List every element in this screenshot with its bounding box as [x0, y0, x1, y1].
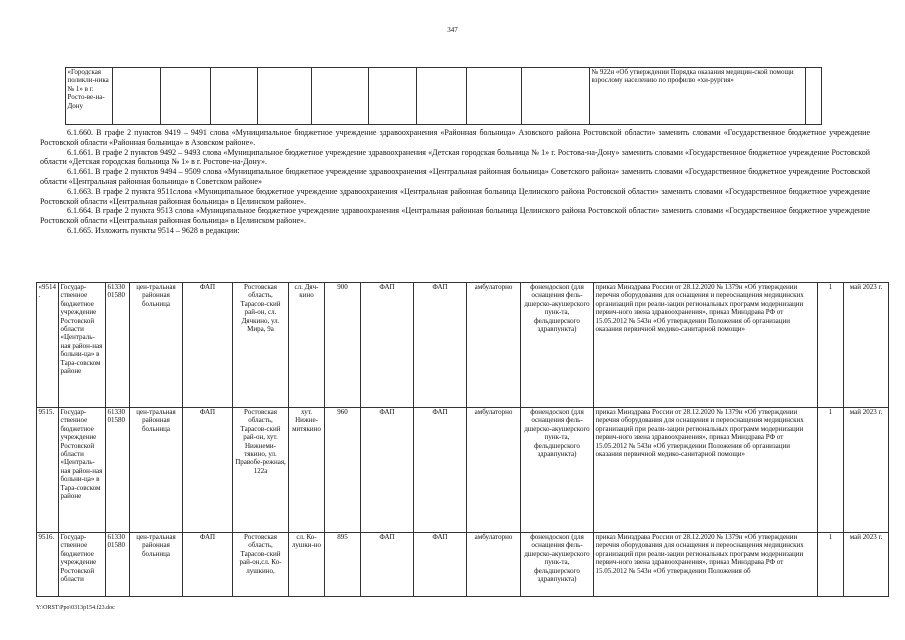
- file-path-footer: Y:\ORST\Ppo\0313p154.f23.doc: [36, 605, 115, 611]
- legal-basis: приказ Минздрава России от 28.12.2020 № 1379н «Об утверждении перечня оборудования для оснащения и переоснащения медицинских организаций при реали-зации региональных программ модернизации первич-ного звена здравоохранения», приказ Минздрава РФ от 15.05.2012 № 543н «Об утверждении Положения об: [594, 533, 818, 597]
- org-code: 61330 01580: [106, 283, 130, 408]
- population: 900: [325, 283, 361, 408]
- equipment: фонендоскоп (для оснащения фель-дшерско-акушерского пунк-та, фельдшерского здравпункта): [521, 408, 594, 533]
- deadline: май 2023 г.: [844, 408, 889, 533]
- central-hospital: цен-тральная районная больница: [130, 283, 183, 408]
- org-name: Государ-ственное бюджетное учреждение Ростовской области «Централь-ная район-ная больни-ца» в Тара-совском районе: [59, 408, 106, 533]
- paragraph: 6.1.660. В графе 2 пунктов 9419 – 9491 слова «Муниципальное бюджетное учреждение здравоохранения «Районная больница» Азовского района Ростовской области» заменить словами «Государственное бюджетное учреждение Ростовской области «Районная больница» в Азовском районе».: [40, 128, 870, 147]
- care-form: амбулаторно: [467, 533, 521, 597]
- address: Ростовская область, Тарасов-ский рай-он, сл. Дячкино, ул. Мира, 9а: [233, 283, 289, 408]
- paragraph: 6.1.664. В графе 2 пункта 9513 слова «Муниципальное бюджетное учреждение здравоохранения «Центральная районная больница Целинского района Ростовской области» заменить словами «Государственное бюджетное учреждение Ростовской области «Центральная районная больница» в Целинском районе».: [40, 206, 870, 226]
- continued-table: [65, 67, 822, 125]
- unit-type-3: ФАП: [414, 283, 467, 408]
- address: Ростовская область, Тарасов-ский рай-он,сл. Ко-лушкино,: [233, 533, 289, 597]
- unit-type: ФАП: [183, 533, 233, 597]
- org-code: 61330 01580: [106, 533, 130, 597]
- paragraph: 6.1.663. В графе 2 пункта 9511слова «Муниципальное бюджетное учреждение здравоохранения «Центральная районная больница Целинского района Ростовской области» заменить словами «Государственное бюджетное учреждение Ростовской области «Центральная районная больница» в Целинском районе».: [40, 186, 870, 206]
- org-code: 61330 01580: [106, 408, 130, 533]
- unit-type: ФАП: [183, 408, 233, 533]
- unit-type-2: ФАП: [361, 533, 414, 597]
- population: 960: [325, 408, 361, 533]
- continued-org-cell: «Городская поликли-ника № 1» в г. Росто-ве-на-Дону: [66, 68, 113, 125]
- row-number: 9516.: [37, 533, 59, 597]
- legal-basis: приказ Минздрава России от 28.12.2020 № 1379н «Об утверждении перечня оборудования для оснащения и переоснащения медицинских организаций при реали-зации региональных программ модернизации первич-ного звена здравоохранения», приказ Минздрава РФ от 15.05.2012 № 543н «Об утверждении Положения об организации оказания первичной медико-санитарной помощи»: [594, 408, 818, 533]
- care-form: амбулаторно: [467, 283, 521, 408]
- paragraph: 6.1.665. Изложить пункты 9514 – 9628 в редакции:: [67, 225, 240, 235]
- unit-type: ФАП: [183, 283, 233, 408]
- care-form: амбулаторно: [467, 408, 521, 533]
- quantity: 1: [818, 533, 844, 597]
- continued-docs-cell: № 922н «Об утверждении Порядка оказания медицин-ской помощи взрослому населению по профилю «хи-рургия»: [590, 68, 806, 125]
- population: 895: [325, 533, 361, 597]
- org-name: Государ-ственное бюджетное учреждение Ростовской области: [59, 533, 106, 597]
- row-number: «9514.: [37, 283, 59, 408]
- table-row: [37, 533, 889, 597]
- settlement: хут. Нижне-митякино: [289, 408, 325, 533]
- row-number: 9515.: [37, 408, 59, 533]
- deadline: май 2023 г.: [844, 533, 889, 597]
- central-hospital: цен-тральная районная больница: [130, 533, 183, 597]
- org-name: Государ-ственное бюджетное учреждение Ростовской области «Централь-ная район-ная больни-ца» в Тара-совском районе: [59, 283, 106, 408]
- unit-type-3: ФАП: [414, 408, 467, 533]
- quantity: 1: [818, 283, 844, 408]
- facilities-table: [36, 282, 889, 597]
- legal-basis: приказ Минздрава России от 28.12.2020 № 1379н «Об утверждении перечня оборудования для оснащения и переоснащения медицинских организаций при реали-зации региональных программ модернизации первич-ного звена здравоохранения», приказ Минздрава РФ от 15.05.2012 № 543н «Об утверждении Положения об организации оказания первичной медико-санитарной помощи»: [594, 283, 818, 408]
- deadline: май 2023 г.: [844, 283, 889, 408]
- unit-type-2: ФАП: [361, 408, 414, 533]
- equipment: фонендоскоп (для оснащения фель-дшерско-акушерского пунк-та, фельдшерского здравпункта): [521, 283, 594, 408]
- table-row: [37, 283, 889, 408]
- address: Ростовская область, Тарасов-ский рай-он, хут. Нижнеми-тякино, ул. Правобе-режная, 122а: [233, 408, 289, 533]
- unit-type-2: ФАП: [361, 283, 414, 408]
- unit-type-3: ФАП: [414, 533, 467, 597]
- amendment-paragraphs: [40, 128, 870, 236]
- paragraph: 6.1.661. В графе 2 пунктов 9492 – 9493 слова «Муниципальное бюджетное учреждение здравоохранения «Детская городская больница № 1» г. Ростова-на-Дону» заменить словами «Государственное бюджетное учреждение Ростовской области «Детская городская больница № 1» в г. Ростове-на-Дону».: [40, 147, 870, 167]
- settlement: сл. Дяч-кино: [289, 283, 325, 408]
- paragraph: 6.1.661. В графе 2 пунктов 9494 – 9509 слова «Муниципальное бюджетное учреждение здравоохранения «Центральная районная больница» Советского района» заменить словами «Государственное бюджетное учреждение Ростовской области «Центральная районная больница» в Советском районе»: [40, 167, 870, 186]
- equipment: фонендоскоп (для оснащения фель-дшерско-акушерского пунк-та, фельдшерского здравпункта): [521, 533, 594, 597]
- settlement: сл. Ко-лушки-но: [289, 533, 325, 597]
- quantity: 1: [818, 408, 844, 533]
- central-hospital: цен-тральная районная больница: [130, 408, 183, 533]
- page-number: 347: [447, 26, 458, 34]
- table-row: [37, 408, 889, 533]
